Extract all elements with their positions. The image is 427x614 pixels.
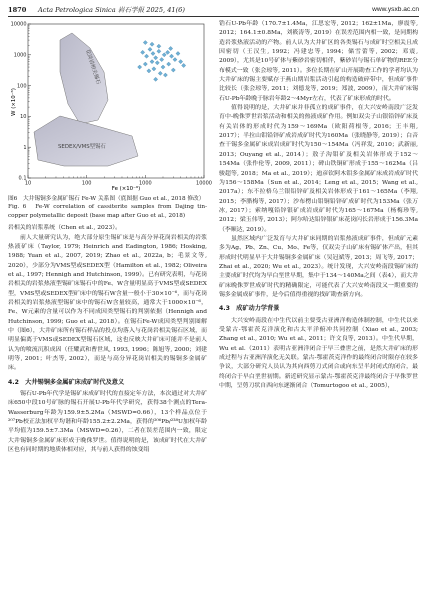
figure-caption-en: Fig. 6 Fe-W correlation of cassiterite samples from Dajing tin-copper polymetallic deposit (base map after Guo et al., 2018) [8, 204, 207, 219]
cassiterite-data-point [160, 57, 164, 61]
cassiterite-data-point [157, 49, 161, 53]
x-tick-label: 10 [24, 180, 32, 187]
cassiterite-data-point [150, 60, 154, 64]
cassiterite-data-point [143, 62, 147, 66]
cassiterite-data-point [162, 53, 166, 57]
y-tick-label: 1 [23, 144, 27, 151]
cassiterite-data-point [150, 42, 154, 46]
cassiterite-data-point [167, 62, 171, 66]
x-tick-label: 1000 [138, 180, 152, 187]
fe-w-scatter-chart [8, 20, 212, 195]
section-heading-4-3: 4.3 成矿动力学背景 [219, 305, 280, 313]
left-column [8, 20, 212, 455]
granite-field-area [60, 33, 108, 124]
figure-caption-cn: 图6 大井锡铜多金属矿锡石 Fe-W 关系图（底图据 Guo et al., 2018 修改） [8, 196, 205, 202]
cassiterite-data-point [144, 54, 148, 58]
sedex-field-area [34, 116, 138, 166]
page-number: 1870 [8, 6, 27, 14]
cassiterite-data-point [147, 69, 151, 73]
y-tick-label: 100 [16, 83, 27, 90]
cassiterite-data-point [161, 65, 165, 69]
right-paragraph-1: 锆石U-Pb年龄（170.7±1.4Ma，江思宏等, 2012；162±1Ma，廖震等, 2012；164.1±0.8Ma，刘筱涛等, 2019）在误差范围内相一致，是同期构造岩浆热液活动的产物。前人认为大井矿区的各类锡石与成矿时空相关且成因密切（王汉生, 1992；冯建忠等, 1994；储雪蕾等, 2002；邓震, 2009），尤其是10号矿体与紫砂岩密切相伴，紫砂岩与锡石单矿物的REE分布模式一致（张会琼等, 2011）。多位长期在矿山开展勘查工作的学者均认为大井矿床的锡主要赋存于燕山期岩浆活动引起的构造破碎带中，但成矿事件比较长（张会琼等, 2011；刘德龙等, 2019；郑波, 2009），而大井矿床锡石U-Pb年龄晚于脉岩年龄2～4Myr左右，代表了矿床形成的时代。 [219, 21, 418, 102]
cassiterite-data-point [155, 61, 159, 65]
left-paragraph-3: 锡石U-Pb年代学是锡矿床成矿时代的直接定年方法，本次通过对大井矿床650中段10号矿脉的锡石开展U-Pb年代学研究，获得38个测点的Tera-Wasserburg年龄为159.9±5.2Ma（MSWD=0.66），13个样品点位于²⁰⁷Pb校正法加权平均谐和年龄155.2±2.2Ma，获得的²⁰⁶Pb/²³⁸U加权年龄平均值为159.5±7.3Ma（MSWD=0.26），二者在误差范围内一致，限定大井锡铜多金属矿床形成于晚侏罗世。值得说明的是，该成矿时代在大井矿区也有同时期的地质体相对应，其与前人获得的蚀变绢 [8, 391, 207, 454]
right-column [219, 20, 418, 391]
right-paragraph-3: 虽然区域内广泛发育与大井矿床同期的岩浆热液成矿事件，但成矿元素多为Ag、Pb、Zn、Cu、Mo、Fe等，仅双尖子山矿床有锡矿体产出，但其形成时代明显早于大井锡铜多金属矿床（吴冠斌等, 2013；周飞等, 2017；Zhai et al., 2020; Wu et al., 2023）。统计发现，大兴安岭南段锡矿床的主要成矿时代均为早白垩世早期，集中于134～140Ma之间（表4），而大井矿床晚侏罗世成矿时代的精确限定，可能代表了大兴安岭南段又一期重要的锡多金属成矿事件，是今后值得重视的找矿勘查新方向。 [219, 235, 418, 298]
cassiterite-data-point [163, 73, 167, 77]
cassiterite-data-point [154, 56, 158, 60]
figure-6 [8, 20, 212, 195]
cassiterite-data-point [157, 44, 161, 48]
y-tick-label: 10 [20, 114, 27, 121]
y-tick-label: 0.1 [18, 175, 27, 182]
cassiterite-data-point [169, 46, 173, 50]
y-tick-label: 10000 [10, 21, 27, 28]
left-paragraph-2: 前人大量研究认为，绝大部分原生锡矿床是与高分异花岗岩相关的岩浆热液矿床（Taylor, 1979; Heinrich and Eadington, 1986; Hosking, 1988; Yuan et al., 2007, 2019; Zhao et al., 2022a, b；毛景文等, 2020），少部分为VMS型或SEDEX型（Hamilton et al., 1982; Oliveira et al., 1997; Hennigh and Hutchinson, 1999）。已有研究表明，与花岗岩相关的岩浆热液型锡矿床锡石中的Fe、W含量明显高于VMS型或SEDEX型，VMS型或SEDEX型矿床中的锡石W含量一般小于30×10⁻⁶，而与花岗岩相关的岩浆热液型锡矿床中的锡石W含量较高，通常大于1000×10⁻⁶，Fe、W元素的含量可以作为不同成因类型锡石的判别依据（Hennigh and Hutchinson, 1999; Guo et al., 2018）。在锡石Fe-W成因类型判别图解中（图6），大井矿床所有锡石样品的投点均落入与花岗岩相关锡石区域，而明显偏离于VMS或SEDEX型锡石区域，这也反映大井矿床可能并不是前人认为的喷流沉积成因（任耀武和曹世凤, 1993, 1996；陈旭等, 2000；刘建明等, 2001；叶杰等, 2002），而是与高分异花岗岩相关的锡铜多金属矿床。 [8, 234, 207, 372]
cassiterite-data-point [179, 60, 183, 64]
x-tick-label: 10000 [196, 180, 212, 187]
cassiterite-data-point [151, 51, 155, 55]
granite-field-label: 花岗岩相关锡石 [84, 48, 102, 86]
sedex-field-label: SEDEX/VMS型锡石 [58, 144, 106, 150]
cassiterite-data-point [154, 77, 158, 81]
cassiterite-data-point [166, 50, 170, 54]
cassiterite-data-point [158, 71, 162, 75]
section-heading-4-2: 4.2 大井锡铜多金属矿床成矿时代及意义 [8, 378, 125, 386]
right-paragraph-4: 大兴安岭南段在中生代以前主要受古亚洲洋构造体制控制，中生代以来受蒙古-鄂霍茨克洋演化和古太平洋俯冲共同控制（Xiao et al., 2003; Zhang et al., 2010; Wu et al., 2011；许文良等, 2013）。中生代早期，Wu et al.（2011）表明古亚洲洋闭合于早三叠世之前，是然大井矿床的形成过程与古亚洲洋演化无关联。蒙古-鄂霍茨克洋作的最终闭合时限存在较多争议，大部分研究人员认为其向西剪刀式闭合或向东呈半封闭式的闭合，最终闭合于早白垩世初期。新近研究显示蒙古-鄂霍茨克洋最终闭合于早侏罗世中期，呈剪刀状自西向东逐渐闭合（Tomurtogoo et al., 2005）， [219, 317, 418, 390]
cassiterite-data-point [176, 51, 180, 55]
cassiterite-data-point [173, 57, 177, 61]
y-axis-label: W (×10⁻⁶) [11, 88, 17, 116]
cassiterite-data-point [171, 68, 175, 72]
y-tick-label: 1000 [13, 52, 27, 59]
cassiterite-data-point [152, 67, 156, 71]
journal-name: Acta Petrologica Sinica 岩石学报 2025, 41(6) [38, 6, 185, 14]
cassiterite-data-point [148, 47, 152, 51]
x-tick-label: 100 [81, 180, 92, 187]
cassiterite-data-point [143, 40, 147, 44]
right-paragraph-2: 值得说明的是，大井矿床并非孤立的成矿事件，在大兴安岭南段广泛发育中-晚侏罗世岩浆活动和相关的热液成矿作用。例如双尖子山银铅锌矿床及有关岩体的形成时代为159～169Ma（欧阳荷根等, 2016；王丰翔, 2017）；半拉山钼铅锌矿成岩成矿时代为160Ma（张晓静等, 2019）；白音查干锡多金属矿床成岩成矿时代为150～154Ma（冯祥发, 2010；武新丽, 2013；Ouyang et al., 2014）；敖子沟钼矿及相关岩体形成于152～154Ma（张作伦等, 2009, 2011）；碑山铁铜矿形成于155～162Ma（吕骏超等, 2018；Ma et al., 2019）；迪彦钦阿木钼多金属矿床成岩成矿时代为156～158Ma（Sun et al., 2014；Leng et al., 2015；Wang et al., 2017a）；东不拉格乌兰银铅锌矿及相关岩体形成于161～165Ma（李翔, 2015；李腊梅等, 2017）；沙布楞山钼铜铅锌矿成矿时代为153Ma（张万冰, 2017）；索纳嘎铅锌银矿成岩成矿时代为165～167Ma（杨梅珍等, 2012；梁玉伟等, 2013）；阿尔哈达铅锌银矿床花岗闪长岩形成于156.3Ma（李顺达, 2019）。 [219, 105, 418, 233]
running-header [8, 4, 419, 17]
left-paragraph-1: 岩相关的岩浆系统（Chen et al., 2023）。 [8, 225, 122, 232]
journal-url: www.ysxb.ac.cn [372, 6, 419, 13]
cassiterite-data-point [169, 54, 173, 58]
cassiterite-data-point [141, 50, 145, 54]
cassiterite-data-point [138, 65, 142, 69]
x-axis-label: Fe (×10⁻⁶) [111, 186, 141, 192]
cassiterite-data-point [182, 63, 186, 67]
